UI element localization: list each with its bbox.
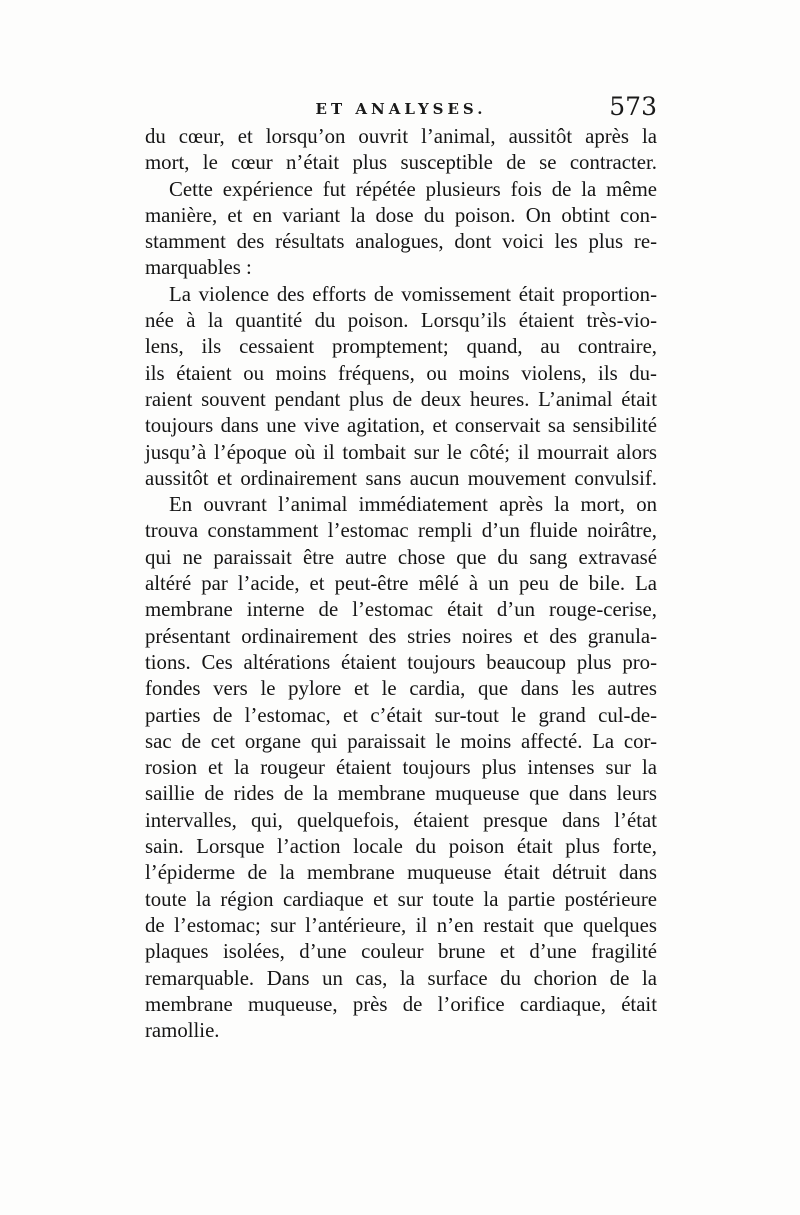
page-number: 573: [609, 92, 657, 121]
paragraph-start-line: Cette expérience fut répétée plusieurs fois de la même: [169, 177, 657, 201]
text-line: remarquable. Dans un cas, la surface du chorion de la: [145, 966, 657, 990]
text-line: trouva constamment l’estomac rempli d’un fluide noirâtre,: [145, 519, 657, 543]
text-line: l’épiderme de la membrane muqueuse était détruit dans: [145, 861, 657, 885]
text-line: rosion et la rougeur étaient toujours plus intenses sur la: [145, 756, 657, 780]
text-line: intervalles, qui, quelquefois, étaient presque dans l’état: [145, 808, 657, 832]
text-line: qui ne paraissait être autre chose que du sang extravasé: [145, 545, 657, 569]
text-line: toujours dans une vive agitation, et conservait sa sensibilité: [145, 414, 657, 438]
text-line: lens, ils cessaient promptement; quand, au contraire,: [145, 335, 657, 359]
paragraph-end-line: aussitôt et ordinairement sans aucun mouvement convulsif.: [145, 466, 657, 490]
text-line: toute la région cardiaque et sur toute la partie postérieure: [145, 887, 657, 911]
text-line: ils étaient ou moins fréquens, ou moins violens, ils du-: [145, 361, 657, 385]
text-line: sac de cet organe qui paraissait le moins affecté. La cor-: [145, 729, 657, 753]
text-line: du cœur, et lorsqu’on ouvrit l’animal, aussitôt après la: [145, 125, 657, 148]
text-line: membrane interne de l’estomac était d’un rouge-cerise,: [145, 598, 657, 622]
text-line: mort, le cœur n’était plus susceptible de se contracter.: [145, 151, 657, 175]
text-line: sain. Lorsque l’action locale du poison était plus forte,: [145, 835, 657, 859]
text-line: jusqu’à l’époque où il tombait sur le côté; il mourrait alors: [145, 440, 657, 464]
text-line: saillie de rides de la membrane muqueuse que dans leurs: [145, 782, 657, 806]
text-line: manière, et en variant la dose du poison. On obtint con-: [145, 203, 657, 227]
text-line: née à la quantité du poison. Lorsqu’ils étaient très-vio-: [145, 309, 657, 333]
text-line: plaques isolées, d’une couleur brune et d’une fragilité: [145, 940, 657, 964]
paragraph-start-line: La violence des efforts de vomissement était proportion-: [169, 282, 657, 306]
text-line: stamment des résultats analogues, dont voici les plus re-: [145, 230, 657, 254]
text-line: raient souvent pendant plus de deux heures. L’animal était: [145, 387, 657, 411]
running-head: [145, 92, 657, 126]
paragraph-end-line: ramollie.: [145, 1019, 220, 1043]
text-line: présentant ordinairement des stries noires et des granula-: [145, 624, 657, 648]
text-line: parties de l’estomac, et c’était sur-tout le grand cul-de-: [145, 703, 657, 727]
paragraph-end-line: marquables :: [145, 256, 252, 280]
text-line: fondes vers le pylore et le cardia, que dans les autres: [145, 677, 657, 701]
running-title: ET ANALYSES.: [315, 100, 487, 118]
text-line: tions. Ces altérations étaient toujours beaucoup plus pro-: [145, 650, 657, 674]
body-text: [145, 124, 657, 1044]
text-line: altéré par l’acide, et peut-être mêlé à un peu de bile. La: [145, 572, 657, 596]
paragraph-start-line: En ouvrant l’animal immédiatement après la mort, on: [169, 493, 657, 517]
text-line: de l’estomac; sur l’antérieure, il n’en restait que quelques: [145, 913, 657, 937]
text-line: membrane muqueuse, près de l’orifice cardiaque, était: [145, 992, 657, 1016]
